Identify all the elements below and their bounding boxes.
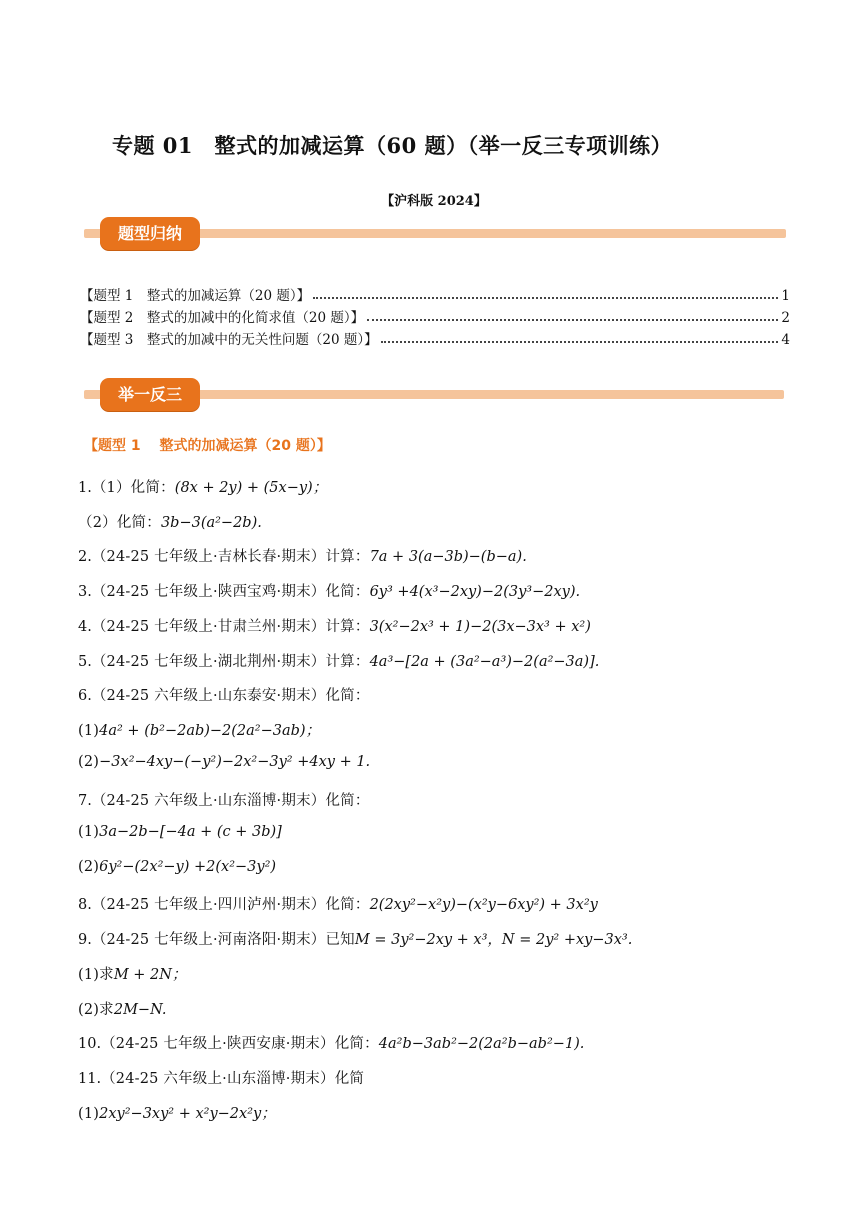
question-line: (1)求M + 2N；: [78, 967, 187, 983]
toc-label: 【题型 2 整式的加减中的化简求值（20 题）】: [80, 310, 365, 326]
question-line: (2)6y²−(2x²−y) +2(x²−3y²): [78, 859, 277, 875]
question-line: 3.（24-25 七年级上·陕西宝鸡·期末）化简：6y³ +4(x³−2xy)−2(3y³−2xy).: [78, 584, 581, 600]
question-line: 11.（24-25 六年级上·山东淄博·期末）化简: [78, 1071, 365, 1087]
question-line: 6.（24-25 六年级上·山东泰安·期末）化简：: [78, 688, 370, 704]
question-line: 7.（24-25 六年级上·山东淄博·期末）化简：: [78, 793, 370, 809]
toc-item-2[interactable]: [80, 306, 790, 326]
question-line: 4.（24-25 七年级上·甘肃兰州·期末）计算：3(x²−2x³ + 1)−2(3x−3x³ + x²): [78, 619, 591, 635]
question-line: (2)求2M−N.: [78, 1002, 167, 1018]
toc-item-1[interactable]: [80, 284, 790, 304]
question-line: 9.（24-25 七年级上·河南洛阳·期末）已知M = 3y²−2xy + x³，N = 2y² +xy−3x³.: [78, 932, 633, 948]
toc-leader: [313, 297, 778, 299]
question-line: (1)3a−2b−[−4a + (c + 3b)]: [78, 824, 282, 840]
question-line: (2)−3x²−4xy−(−y²)−2x²−3y² +4xy + 1.: [78, 754, 371, 770]
toc-label: 【题型 3 整式的加减中的无关性问题（20 题）】: [80, 332, 378, 348]
toc-leader: [367, 319, 778, 321]
toc-page: 1: [781, 288, 790, 304]
question-line: 10.（24-25 七年级上·陕西安康·期末）化简：4a²b−3ab²−2(2a²b−ab²−1).: [78, 1036, 585, 1052]
toc-label: 【题型 1 整式的加减运算（20 题）】: [80, 288, 311, 304]
question-line: 8.（24-25 七年级上·四川泸州·期末）化简：2(2xy²−x²y)−(x²y−6xy²) + 3x²y: [78, 897, 598, 913]
practice-badge: 举一反三: [100, 378, 200, 411]
question-line: (1)2xy²−3xy² + x²y−2x²y；: [78, 1106, 276, 1122]
toc-page: 4: [781, 332, 790, 348]
question-line: 2.（24-25 七年级上·吉林长春·期末）计算：7a + 3(a−3b)−(b−a).: [78, 549, 527, 565]
edition-label: 【沪科版 2024】: [381, 194, 487, 209]
toc-leader: [381, 341, 779, 343]
question-line: 1.（1）化简：(8x + 2y) + (5x−y)；: [78, 480, 328, 496]
toc-page: 2: [781, 310, 790, 326]
question-line: 5.（24-25 七年级上·湖北荆州·期末）计算：4a³−[2a + (3a²−a³)−2(a²−3a)].: [78, 654, 600, 670]
page-title: 专题 01 整式的加减运算（60 题）（举一反三专项训练）: [112, 133, 673, 158]
summary-badge: 题型归纳: [100, 217, 200, 250]
section-heading: 【题型 1 整式的加减运算（20 题）】: [84, 438, 331, 454]
question-line: （2）化简：3b−3(a²−2b).: [78, 515, 262, 531]
toc-item-3[interactable]: [80, 328, 790, 348]
question-line: (1)4a² + (b²−2ab)−2(2a²−3ab)；: [78, 723, 321, 739]
